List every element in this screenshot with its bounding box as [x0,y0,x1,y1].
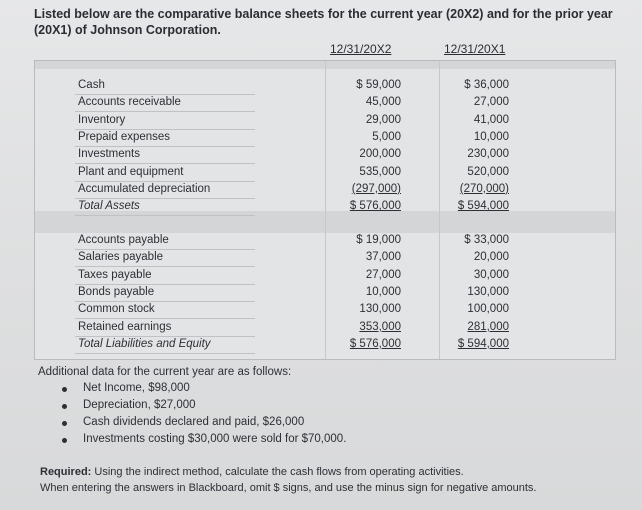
row-label: Total Liabilities and Equity [78,337,211,350]
table-row [35,94,615,111]
row-label: Bonds payable [78,285,155,298]
value-current: 27,000 [365,268,401,281]
bullet-icon [62,438,67,443]
row-label: Total Assets [78,200,140,213]
value-prior: (270,000) [459,182,509,195]
bullet-icon [62,421,67,426]
additional-item: Cash dividends declared and paid, $26,000 [83,416,305,428]
value-current: 353,000 [359,320,401,333]
bullet-icon [62,387,67,392]
value-prior: $ 36,000 [464,79,509,91]
list-item [60,399,346,416]
table-row [35,284,615,301]
row-divider [75,215,255,216]
entry-instructions: When entering the answers in Blackboard, omit $ signs, and use the minus sign for negative amounts. [40,482,537,494]
value-current: $ 59,000 [356,79,401,91]
table-row [35,319,615,336]
list-item [60,382,346,399]
value-prior: 281,000 [467,320,509,333]
required-instructions [40,464,620,496]
required-text: Using the indirect method, calculate the cash flows from operating activities. [94,466,464,478]
table-row [35,129,615,146]
value-prior: 41,000 [473,113,509,126]
value-current: $ 19,000 [356,234,401,246]
table-row [35,336,615,353]
table-row [35,198,615,215]
value-prior: $ 33,000 [464,234,509,246]
row-label: Retained earnings [78,320,172,333]
value-prior: 130,000 [467,285,509,298]
row-label: Taxes payable [78,268,152,281]
row-label: Cash [78,79,105,91]
row-divider [75,353,255,354]
additional-item: Net Income, $98,000 [83,382,190,394]
value-current: $ 576,000 [349,337,401,350]
value-current: 10,000 [365,285,401,298]
additional-data-list [60,382,346,450]
table-row [35,77,615,94]
value-prior: $ 594,000 [457,337,509,350]
bullet-icon [62,404,67,409]
table-row [35,164,615,181]
row-label: Prepaid expenses [78,130,171,143]
value-current: 130,000 [359,303,401,316]
table-row [35,112,615,129]
value-current: $ 576,000 [349,200,401,213]
value-prior: 27,000 [473,96,509,109]
table-row [35,146,615,163]
value-prior: 10,000 [473,130,509,143]
row-label: Accumulated depreciation [78,182,211,195]
value-current: 535,000 [359,165,401,178]
value-current: 29,000 [365,113,401,126]
table-row [35,232,615,249]
balance-sheet-table [34,60,616,360]
table-row [35,249,615,266]
table-row [35,267,615,284]
row-label: Investments [78,148,140,161]
value-prior: 20,000 [473,251,509,264]
row-label: Accounts payable [78,234,169,246]
value-prior: 230,000 [467,148,509,161]
row-label: Accounts receivable [78,96,181,109]
value-current: (297,000) [351,182,401,195]
value-current: 45,000 [365,96,401,109]
additional-data-heading: Additional data for the current year are as follows: [38,366,292,378]
value-prior: 520,000 [467,165,509,178]
row-label: Inventory [78,113,126,126]
required-label: Required: [40,466,92,478]
problem-title: Listed below are the comparative balance sheets for the current year (20X2) and for the prior year (20X1) of Johnson Corporation. [34,7,613,37]
column-header-prior: 12/31/20X1 [444,42,506,56]
row-label: Salaries payable [78,251,164,264]
value-prior: $ 594,000 [457,200,509,213]
row-label: Plant and equipment [78,165,184,178]
list-item [60,433,346,450]
value-current: 200,000 [359,148,401,161]
value-current: 37,000 [365,251,401,264]
value-prior: 30,000 [473,268,509,281]
column-header-current: 12/31/20X2 [330,42,392,56]
additional-item: Depreciation, $27,000 [83,399,196,411]
table-row [35,181,615,198]
row-label: Common stock [78,303,155,316]
additional-item: Investments costing $30,000 were sold for $70,000. [83,433,347,445]
value-prior: 100,000 [467,303,509,316]
value-current: 5,000 [372,130,401,143]
list-item [60,416,346,433]
table-row [35,301,615,318]
